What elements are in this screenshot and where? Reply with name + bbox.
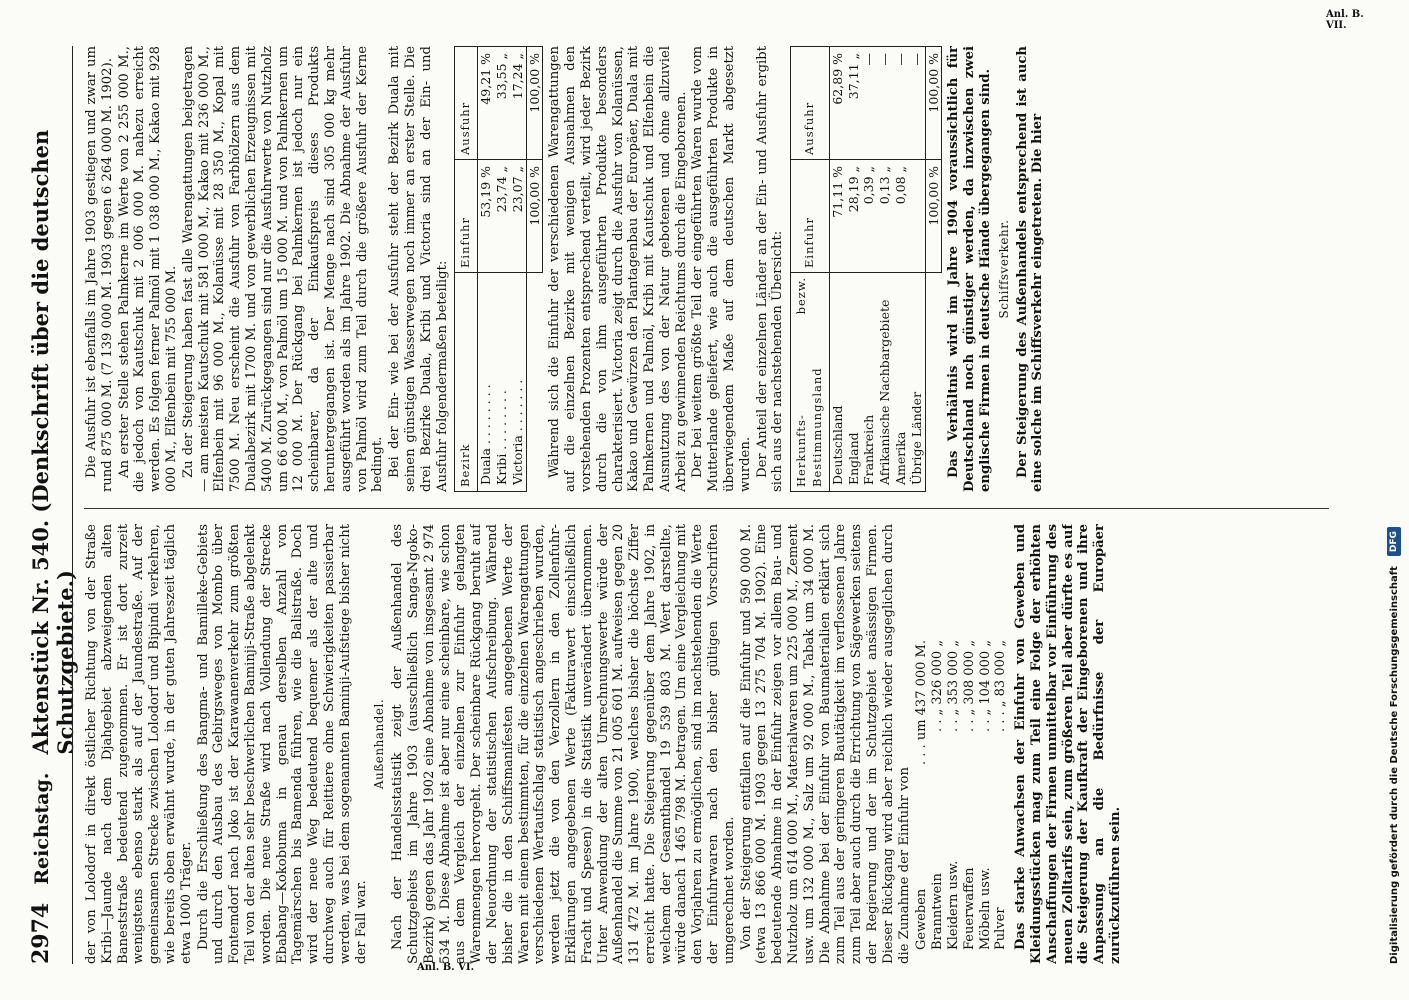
table-cell: 17,24 „ [510, 47, 526, 160]
table-cell: England [846, 273, 862, 492]
table-cell: 37,11 „ [846, 47, 862, 160]
list-item [993, 524, 1009, 964]
item-value: . . „ 353 000 „ [946, 640, 962, 733]
table-row [877, 47, 893, 492]
table-cell: 0,08 „ [893, 160, 909, 273]
table-total-row [526, 47, 543, 492]
table-row [893, 47, 909, 492]
column-header: Ausfuhr [455, 47, 478, 160]
table-header-row [455, 47, 478, 492]
table-cell: 33,55 „ [494, 47, 510, 160]
table-cell: 100,00 % [526, 47, 543, 160]
header-right: Aktenstück Nr. 540. (Denkschrift über die deutschen Schutzgebiete.) [28, 129, 78, 755]
item-name: Feuerwaffen [961, 867, 977, 950]
column-header: Bezirk [455, 273, 478, 492]
table-cell: Duala . . . . . . . . [478, 273, 494, 492]
margin-note-left: Anl. B. VI. [416, 961, 475, 973]
column-divider [84, 508, 1329, 509]
table-cell: Übrige Länder [909, 273, 925, 492]
table-row [909, 47, 925, 492]
paragraph: Der Steigerung des Außenhandels entsprechend ist auch eine solche im Schiffsverkehr eingetreten. Die hier [1014, 46, 1046, 492]
table-cell: — [861, 47, 877, 160]
item-name: Pulver [993, 907, 1009, 950]
paragraph: Zu der Steigerung haben fast alle Warengattungen beigetragen — am meisten Kautschuk mit 581 000 M., Kakao mit 236 000 M., Elfenbein mit 96 000 M., Kolanüsse mit 28 350 M., Kopal mit 7500 M. Neu erscheint die Ausfuhr von Farbhölzern aus dem Dualabezirk mit 1700 M. und von gewerblichen Erzeugnissen mit 5400 M. Zurückgegangen sind nur die Ausfuhrwerte von Nutzholz um 66 000 M., von Palmöl um 15 000 M. und von Palmkernen um 12 000 M. Der Rückgang bei Palmkernen ist jedoch nur ein scheinbarer, da der Einkaufspreis dieses Produkts heruntergegangen ist. Der Menge nach sind 305 000 kg mehr ausgeführt worden als im Jahre 1902. Die Abnahme der Ausfuhr von Palmöl wird zum Teil durch die größere Ausfuhr der Kerne bedingt. [180, 46, 386, 492]
table-cell: 71,11 % [829, 160, 845, 273]
table-cell: — [877, 47, 893, 160]
dfg-logo: DFG [1387, 527, 1401, 556]
table-row [846, 47, 862, 492]
item-name: Kleidern usw. [946, 860, 962, 950]
item-value: . . „ 308 000 „ [961, 640, 977, 733]
item-value: . . . um 437 000 M. [914, 640, 930, 765]
table-cell: — [893, 47, 909, 160]
list-item [946, 524, 962, 964]
country-share-table [790, 46, 942, 492]
section-heading: Außenhandel. [372, 698, 387, 790]
paragraph: Durch die Erschließung des Bangma- und Bamilleke-Gebiets und durch den Ausbau des Gebirgsweges von Mombo über Fontemdorf nach Joko ist der Karawanenverkehr zum größten Teil von der alten sehr beschwerlichen Baminji-Straße abgelenkt worden. Die neue Straße wird nach Vollendung der Strecke Ebabang—Kokobuma in genau derselben Anzahl von Tagemärschen bis Bamenda führen, wie die Balistraße. Doch wird der neue Weg bedeutend bequemer als der alte und durchweg auch für Reittiere ohne Schwierigkeiten passierbar werden, was bei dem sogenannten Baminji-Aufstiege bisher nicht der Fall war. [195, 524, 369, 964]
item-name: Möbeln usw. [977, 867, 993, 950]
paragraph: der von Lolodorf in direkt östlicher Richtung von der Straße Kribi—Jaunde nach dem Djahgebiet abzweigenden alten Baneststraße bedeutend zugenommen. Er ist dort zurzeit wenigstens ebenso stark als auf der Jaundestraße. Auf der gemeinsamen Strecke zwischen Lolodorf und Bipindi verkehren, wie bereits oben erwähnt wurde, in der guten Jahreszeit täglich etwa 1000 Träger. [84, 524, 194, 964]
table-cell: Kribi . . . . . . . . [494, 273, 510, 492]
table-header-row [791, 47, 830, 492]
list-item [962, 524, 978, 964]
digitization-footer [1387, 64, 1401, 964]
table-cell: 28,19 „ [846, 160, 862, 273]
column-header: Einfuhr [791, 160, 830, 273]
import-increase-list [914, 524, 1009, 964]
page-header [28, 46, 78, 964]
item-name: Geweben [914, 888, 930, 950]
section-heading: Schiffsverkehr. [996, 219, 1011, 319]
paragraph: Von der Steigerung entfallen auf die Einfuhr und 590 000 M. (etwa 13 866 000 M. 1903 gegen 13 275 704 M. 1902). Eine bedeutende Abnahme in der Einfuhr zeigen vor allem Bau- und Nutzholz um 614 000 M., Materialwaren um 225 000 M., Zement usw. um 132 000 M., Salz um 92 000 M., Tabak um 34 000 M. Die Abnahme bei der Einfuhr von Baumaterialien erklärt sich zum Teil aus der geringeren Bautätigkeit im verflossenen Jahre zum Teil aber auch durch die Errichtung von Sägewerken seitens der Regierung und der im Schutzgebiet ansässigen Firmen. Dieser Rückgang wird aber reichlich wieder ausgeglichen durch die Zunahme der Einfuhr von [738, 524, 912, 964]
column-header: Ausfuhr [791, 47, 830, 160]
list-item [930, 524, 946, 964]
header-left: Reichstag. [31, 772, 53, 885]
paragraph: Bei der Ein- wie bei der Ausfuhr steht der Bezirk Duala mit seinen günstigen Wasserwegen noch immer an erster Stelle. Die drei Bezirke Duala, Kribi und Victoria sind an der Ein- und Ausfuhr folgendermaßen beteiligt: [387, 46, 450, 492]
table-row [861, 47, 877, 492]
table-cell: 49,21 % [478, 47, 494, 160]
table-cell: Amerika [893, 273, 909, 492]
paragraph: Das Verhältnis wird im Jahre 1904 voraussichtlich für Deutschland noch günstiger werden, da inzwischen zwei englische Firmen in deutsche Hände übergegangen sind. [946, 46, 994, 492]
item-value: . . „ 104 000 „ [977, 640, 993, 733]
column-right [84, 46, 1334, 492]
table-cell: 100,00 % [526, 160, 543, 273]
column-left [84, 524, 1334, 964]
table-cell: 23,74 „ [494, 160, 510, 273]
margin-note-right: Anl. B. VII. [1326, 9, 1364, 31]
paragraph: Nach der Handelsstatistik zeigt der Außenhandel des Schutzgebiets im Jahre 1903 (ausschließlich Sanga-Ngoko-Bezirk) gegen das Jahr 1902 eine Abnahme von insgesamt 2 974 534 M. Diese Abnahme ist aber nur eine scheinbare, wie schon aus dem Vergleich der einzelnen zur Einfuhr gelangten Warenmengen hervorgeht. Der scheinbare Rückgang beruht auf der Neuordnung der statistischen Aufschreibung. Während bisher die in den Schiffsmanifesten angegebenen Werte der Waren mit einem bestimmten, für die einzelnen Warengattungen verschiedenen Wertaufschlag statistisch angeschrieben wurden, werden jetzt die von den Verzollern in den Zollenfuhr-Erklärungen angegebenen Werte (Fakturawert einschließlich Fracht und Spesen) in die Statistik unverändert übernommen. Unter Anwendung der alten Umrechnungswerte würde der Außenhandel die Summe von 21 005 601 M. aufweisen gegen 20 131 472 M. im Jahre 1900, welches bisher die höchste Ziffer erreicht hatte. Die Steigerung gegenüber dem Jahre 1902, in welchem der Gesamthandel 19 539 803 M. Wert darstellte, würde danach 1 465 798 M. betragen. Um eine Vergleichung mit den Vorjahren zu ermöglichen, sind im nachstehenden die Werte der Einfuhrwaren nach den bisher gültigen Vorschriften umgerechnet worden. [390, 524, 737, 964]
table-row [510, 47, 526, 492]
table-cell: Victoria . . . . . . . [510, 273, 526, 492]
column-header: Herkunfts- bezw. Bestimmungsland [791, 273, 830, 492]
paragraph: An erster Stelle stehen Palmkerne im Werte von 2 255 000 M., die jedoch von Kautschuk mit 2 006 000 M. nahezu erreicht werden. Es folgen ferner Palmöl mit 1 038 000 M., Kakao mit 928 000 M., Elfenbein mit 755 000 M. [116, 46, 179, 492]
list-item [914, 524, 930, 964]
table-cell [925, 273, 942, 492]
table-cell: — [909, 47, 925, 160]
page-number: 2974 [28, 902, 54, 964]
item-value: . . „ 326 000 „ [930, 640, 946, 733]
item-value: . . . „ 83 000 „ [993, 640, 1009, 733]
table-cell: Afrikanische Nachbargebiete [877, 273, 893, 492]
table-cell: 100,00 % [925, 47, 942, 160]
table-cell: Deutschland [829, 273, 845, 492]
paragraph: Die Ausfuhr ist ebenfalls im Jahre 1903 gestiegen und zwar um rund 875 000 M. (7 139 000 M. 1903 gegen 6 264 000 M. 1902). [84, 46, 115, 492]
table-cell: 0,39 „ [861, 160, 877, 273]
paragraph: Der bei weitem größte Teil der eingeführten Waren wurde vom Mutterlande geliefert, wie auch die ausgeführten Produkte in überwiegendem Maße auf dem deutschen Markt abgesetzt wurden. [690, 46, 753, 492]
paragraph: Das starke Anwachsen der Einfuhr von Geweben und Kleidungsstücken mag zum Teil eine Folge der erhöhten Anschaffungen der Firmen unmittelbar vor Einführung des neuen Zolltarifs sein, zum größeren Teil aber dürfte es auf die Steigerung der Kaufkraft der Eingeborenen und ihre Anpassung an die Bedürfnisse der Europäer zurückzuführen sein. [1013, 524, 1123, 964]
table-cell: 0,13 „ [877, 160, 893, 273]
table-cell: 100,00 % [925, 160, 942, 273]
district-share-table [454, 46, 543, 492]
paragraph: Der Anteil der einzelnen Länder an der Ein- und Ausfuhr ergibt sich aus der nachstehenden Übersicht: [754, 46, 786, 492]
column-header: Einfuhr [455, 160, 478, 273]
table-cell: 62,89 % [829, 47, 845, 160]
table-row [494, 47, 510, 492]
digitization-note: Digitalisierung gefördert durch die Deutsche Forschungsgemeinschaft [1388, 566, 1400, 964]
table-row [829, 47, 845, 492]
item-name: Branntwein [930, 873, 946, 950]
table-total-row [925, 47, 942, 492]
header-rule [72, 46, 73, 964]
paragraph: Während sich die Einfuhr der verschiedenen Warengattungen auf die einzelnen Bezirke mit wenigen Ausnahmen den vorstehenden Prozenten entsprechend verteilt, wird jeder Bezirk durch die von ihm ausgeführten Produkte besonders charakterisiert. Victoria zeigt durch die Ausfuhr von Kolanüssen, Kakao und Gewürzen den Plantagenbau der Europäer, Duala mit Palmkernen und Palmöl, Kribi mit Kautschuk und Elfenbein die Ausnutzung des von der Natur gebotenen und ohne allzuviel Arbeit zu gewinnenden Reichtums durch die Eingeborenen. [547, 46, 689, 492]
table-cell: 53,19 % [478, 160, 494, 273]
table-cell: Frankreich [861, 273, 877, 492]
table-cell: 23,07 „ [510, 160, 526, 273]
table-cell [526, 273, 543, 492]
table-cell [909, 160, 925, 273]
table-row [478, 47, 494, 492]
list-item [978, 524, 994, 964]
